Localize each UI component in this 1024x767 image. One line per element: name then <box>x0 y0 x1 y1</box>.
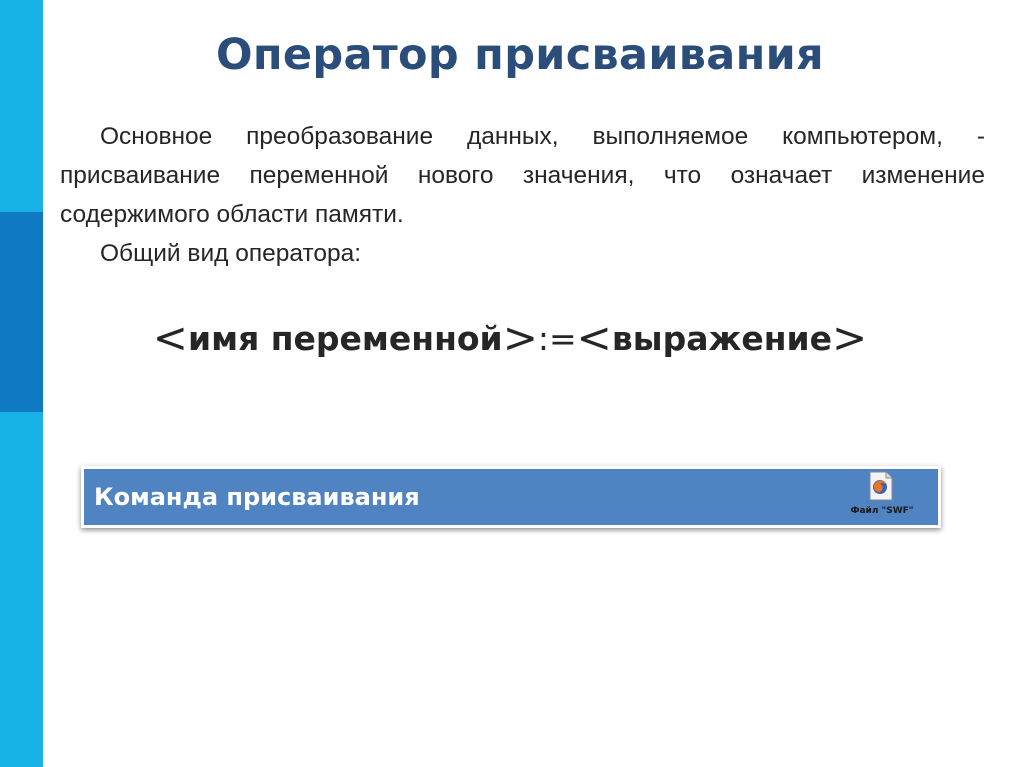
formula-operator: := <box>537 319 577 358</box>
left-stripe-gap <box>43 0 47 767</box>
formula-expression: выражение <box>611 319 833 358</box>
paragraph-definition: Основное преобразование данных, выполняемое компьютером, - присваивание переменной нового значения, что означает изменение содержимого области памяти. <box>60 123 985 228</box>
swf-object-banner[interactable] <box>81 466 941 528</box>
formula-open-bracket-2: < <box>576 313 612 362</box>
formula-close-bracket-2: > <box>832 313 868 362</box>
formula-close-bracket-1: > <box>502 313 538 362</box>
firefox-file-icon <box>868 471 894 501</box>
paragraph-general-form: Общий вид оператора: <box>100 240 362 267</box>
assignment-formula <box>60 313 960 362</box>
swf-file-link[interactable] <box>832 471 932 521</box>
swf-file-caption: Файл "SWF" <box>850 506 914 516</box>
left-stripe-dark <box>0 212 43 412</box>
formula-open-bracket-1: < <box>152 313 188 362</box>
formula-variable-name: имя переменной <box>187 319 503 358</box>
slide-title: Оператор присваивания <box>216 30 824 80</box>
swf-object-label: Команда присваивания <box>94 483 420 511</box>
